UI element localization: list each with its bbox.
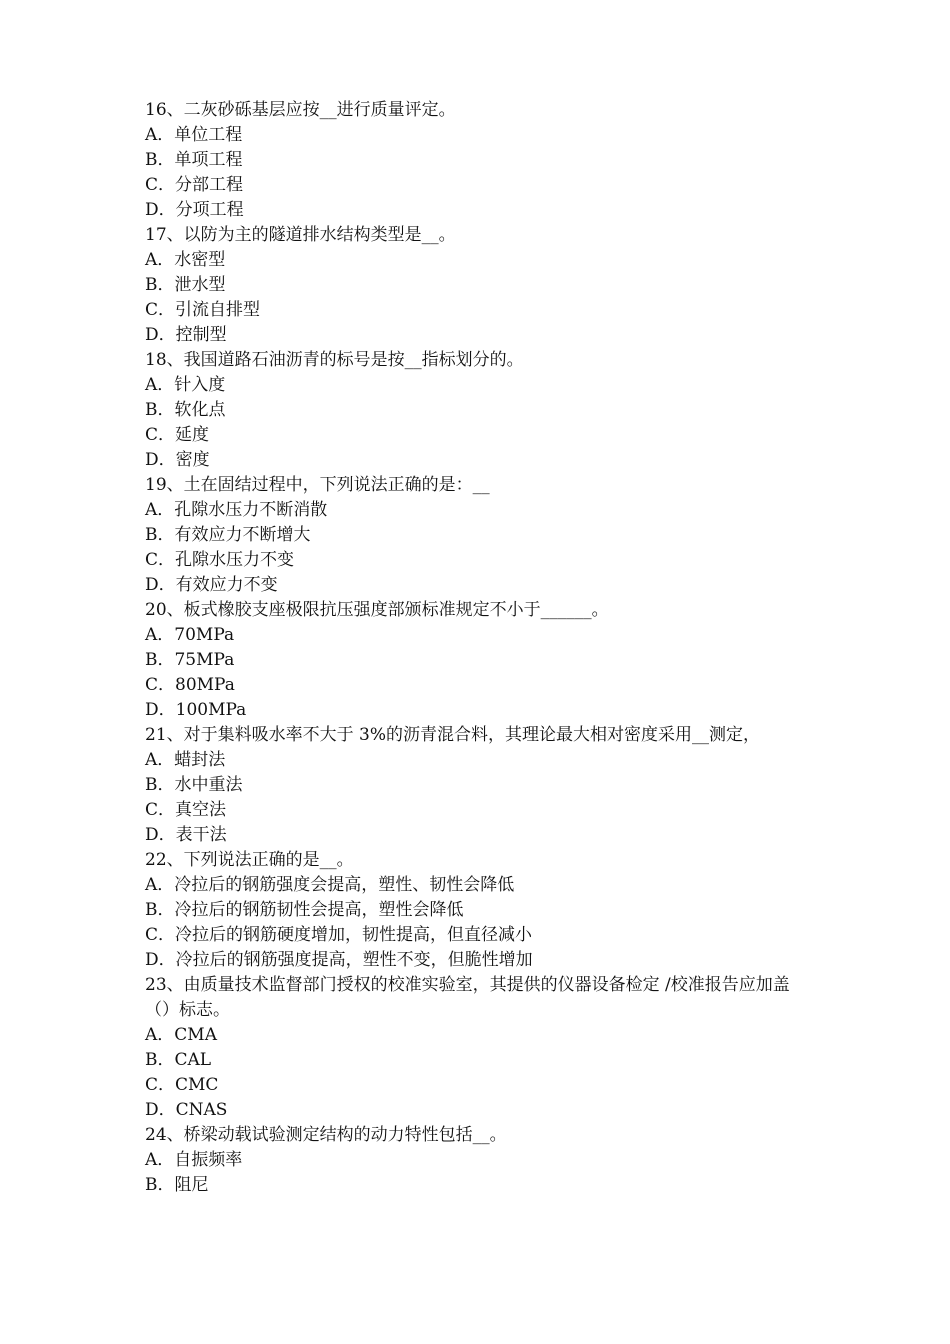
question-text: 20、板式橡胶支座极限抗压强度部颁标准规定不小于______。 bbox=[145, 600, 609, 620]
question-20 bbox=[145, 598, 815, 723]
option-a: A．蜡封法 bbox=[145, 750, 226, 770]
option-c: C．真空法 bbox=[145, 800, 227, 820]
question-list bbox=[145, 98, 815, 1198]
option-b: B．CAL bbox=[145, 1050, 212, 1070]
option-b: B．冷拉后的钢筋韧性会提高，塑性会降低 bbox=[145, 900, 464, 920]
question-text: 22、下列说法正确的是__。 bbox=[145, 850, 354, 870]
option-b: B．泄水型 bbox=[145, 275, 226, 295]
option-d: D．冷拉后的钢筋强度提高，塑性不变，但脆性增加 bbox=[145, 950, 533, 970]
question-21 bbox=[145, 723, 815, 848]
option-a: A．CMA bbox=[145, 1025, 217, 1045]
option-d: D．CNAS bbox=[145, 1100, 228, 1120]
question-text: 23、由质量技术监督部门授权的校准实验室，其提供的仪器设备检定 /校准报告应加盖（）标志。 bbox=[145, 975, 790, 1020]
question-text: 21、对于集料吸水率不大于 3%的沥青混合料，其理论最大相对密度采用__测定， bbox=[145, 725, 761, 745]
option-b: B．软化点 bbox=[145, 400, 226, 420]
option-d: D．分项工程 bbox=[145, 200, 244, 220]
option-c: C．分部工程 bbox=[145, 175, 244, 195]
option-c: C．冷拉后的钢筋硬度增加，韧性提高，但直径减小 bbox=[145, 925, 533, 945]
question-text: 19、土在固结过程中，下列说法正确的是：__ bbox=[145, 475, 490, 495]
question-text: 17、以防为主的隧道排水结构类型是__。 bbox=[145, 225, 456, 245]
question-18 bbox=[145, 348, 815, 473]
option-b: B．阻尼 bbox=[145, 1175, 209, 1195]
question-23 bbox=[145, 973, 815, 1123]
option-c: C．引流自排型 bbox=[145, 300, 261, 320]
option-a: A．水密型 bbox=[145, 250, 226, 270]
option-c: C．80MPa bbox=[145, 675, 235, 695]
option-b: B．75MPa bbox=[145, 650, 235, 670]
question-22 bbox=[145, 848, 815, 973]
option-a: A．自振频率 bbox=[145, 1150, 243, 1170]
option-d: D．有效应力不变 bbox=[145, 575, 278, 595]
question-17 bbox=[145, 223, 815, 348]
option-d: D．100MPa bbox=[145, 700, 247, 720]
option-b: B．有效应力不断增大 bbox=[145, 525, 311, 545]
option-c: C．孔隙水压力不变 bbox=[145, 550, 295, 570]
question-text: 18、我国道路石油沥青的标号是按__指标划分的。 bbox=[145, 350, 524, 370]
option-a: A．单位工程 bbox=[145, 125, 243, 145]
option-a: A．针入度 bbox=[145, 375, 226, 395]
option-a: A．70MPa bbox=[145, 625, 235, 645]
question-text: 16、二灰砂砾基层应按__进行质量评定。 bbox=[145, 100, 456, 120]
option-d: D．控制型 bbox=[145, 325, 227, 345]
question-text: 24、桥梁动载试验测定结构的动力特性包括__。 bbox=[145, 1125, 507, 1145]
option-d: D．表干法 bbox=[145, 825, 227, 845]
option-d: D．密度 bbox=[145, 450, 210, 470]
option-b: B．水中重法 bbox=[145, 775, 243, 795]
option-b: B．单项工程 bbox=[145, 150, 243, 170]
question-24 bbox=[145, 1123, 815, 1198]
question-16 bbox=[145, 98, 815, 223]
option-a: A．孔隙水压力不断消散 bbox=[145, 500, 328, 520]
option-c: C．CMC bbox=[145, 1075, 219, 1095]
question-19 bbox=[145, 473, 815, 598]
option-a: A．冷拉后的钢筋强度会提高，塑性、韧性会降低 bbox=[145, 875, 515, 895]
option-c: C．延度 bbox=[145, 425, 210, 445]
